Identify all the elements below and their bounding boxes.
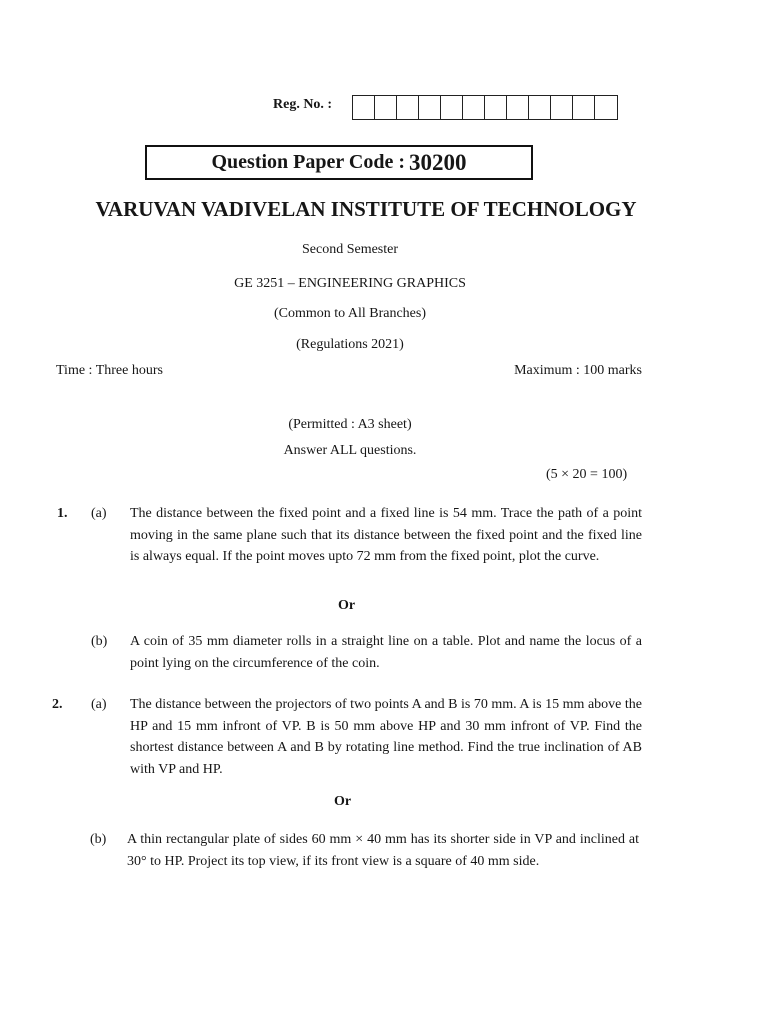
exam-time: Time : Three hours [56, 363, 163, 378]
reg-no-digit-box[interactable] [419, 96, 441, 119]
regulations: (Regulations 2021) [296, 337, 404, 352]
or-separator: Or [338, 598, 356, 613]
question-paper-code: 30200 [409, 149, 467, 175]
time-marks-row [56, 363, 642, 379]
question-part-label: (a) [91, 697, 107, 712]
question-text: A thin rectangular plate of sides 60 mm × 40 mm has its shorter side in VP and inclined at 30° to HP. Project its top view, if its front view is a square of 40 mm side. [127, 832, 639, 869]
question-part-label: (b) [90, 832, 107, 847]
reg-no-digit-box[interactable] [463, 96, 485, 119]
reg-no-digit-box[interactable] [397, 96, 419, 119]
reg-no-digit-box[interactable] [441, 96, 463, 119]
or-separator: Or [334, 794, 352, 809]
reg-no-digit-box[interactable] [529, 96, 551, 119]
reg-no-boxes[interactable] [352, 95, 618, 120]
question-part-label: (b) [91, 634, 108, 649]
semester: Second Semester [301, 242, 399, 257]
maximum-marks: Maximum : 100 marks [514, 363, 642, 378]
question-text: The distance between the projectors of two points A and B is 70 mm. A is 15 mm above the HP and 15 mm infront of VP. B is 50 mm above HP and 30 mm infront of VP. Find the shortest distance between A and B by rotating line method. Find the true inclination of AB with VP and HP. [130, 697, 642, 777]
question-part-label: (a) [91, 506, 107, 521]
course-title: GE 3251 – ENGINEERING GRAPHICS [234, 276, 466, 291]
question-paper-code-label: Question Paper Code : [211, 151, 405, 173]
question-paper-code-box [145, 145, 533, 180]
reg-no-digit-box[interactable] [551, 96, 573, 119]
reg-no-label: Reg. No. : [273, 97, 333, 112]
reg-no-digit-box[interactable] [507, 96, 529, 119]
question-text: A coin of 35 mm diameter rolls in a straight line on a table. Plot and name the locus of a point lying on the circumference of the coin. [130, 634, 642, 671]
marks-total: (5 × 20 = 100) [546, 467, 628, 482]
reg-no-digit-box[interactable] [595, 96, 617, 119]
reg-no-digit-box[interactable] [353, 96, 375, 119]
question-text: The distance between the fixed point and a fixed line is 54 mm. Trace the path of a point moving in the same plane such that its distance between the fixed point and the fixed line is always equal. If the point moves upto 72 mm from the fixed point, plot the curve. [130, 506, 642, 564]
question-number: 1. [57, 506, 68, 521]
instruction: Answer ALL questions. [283, 443, 417, 458]
reg-no-digit-box[interactable] [375, 96, 397, 119]
common-to: (Common to All Branches) [273, 306, 427, 321]
permitted-note: (Permitted : A3 sheet) [288, 417, 412, 432]
reg-no-digit-box[interactable] [485, 96, 507, 119]
institution-name: VARUVAN VADIVELAN INSTITUTE OF TECHNOLOGY [95, 197, 637, 221]
question-number: 2. [52, 697, 63, 712]
reg-no-digit-box[interactable] [573, 96, 595, 119]
